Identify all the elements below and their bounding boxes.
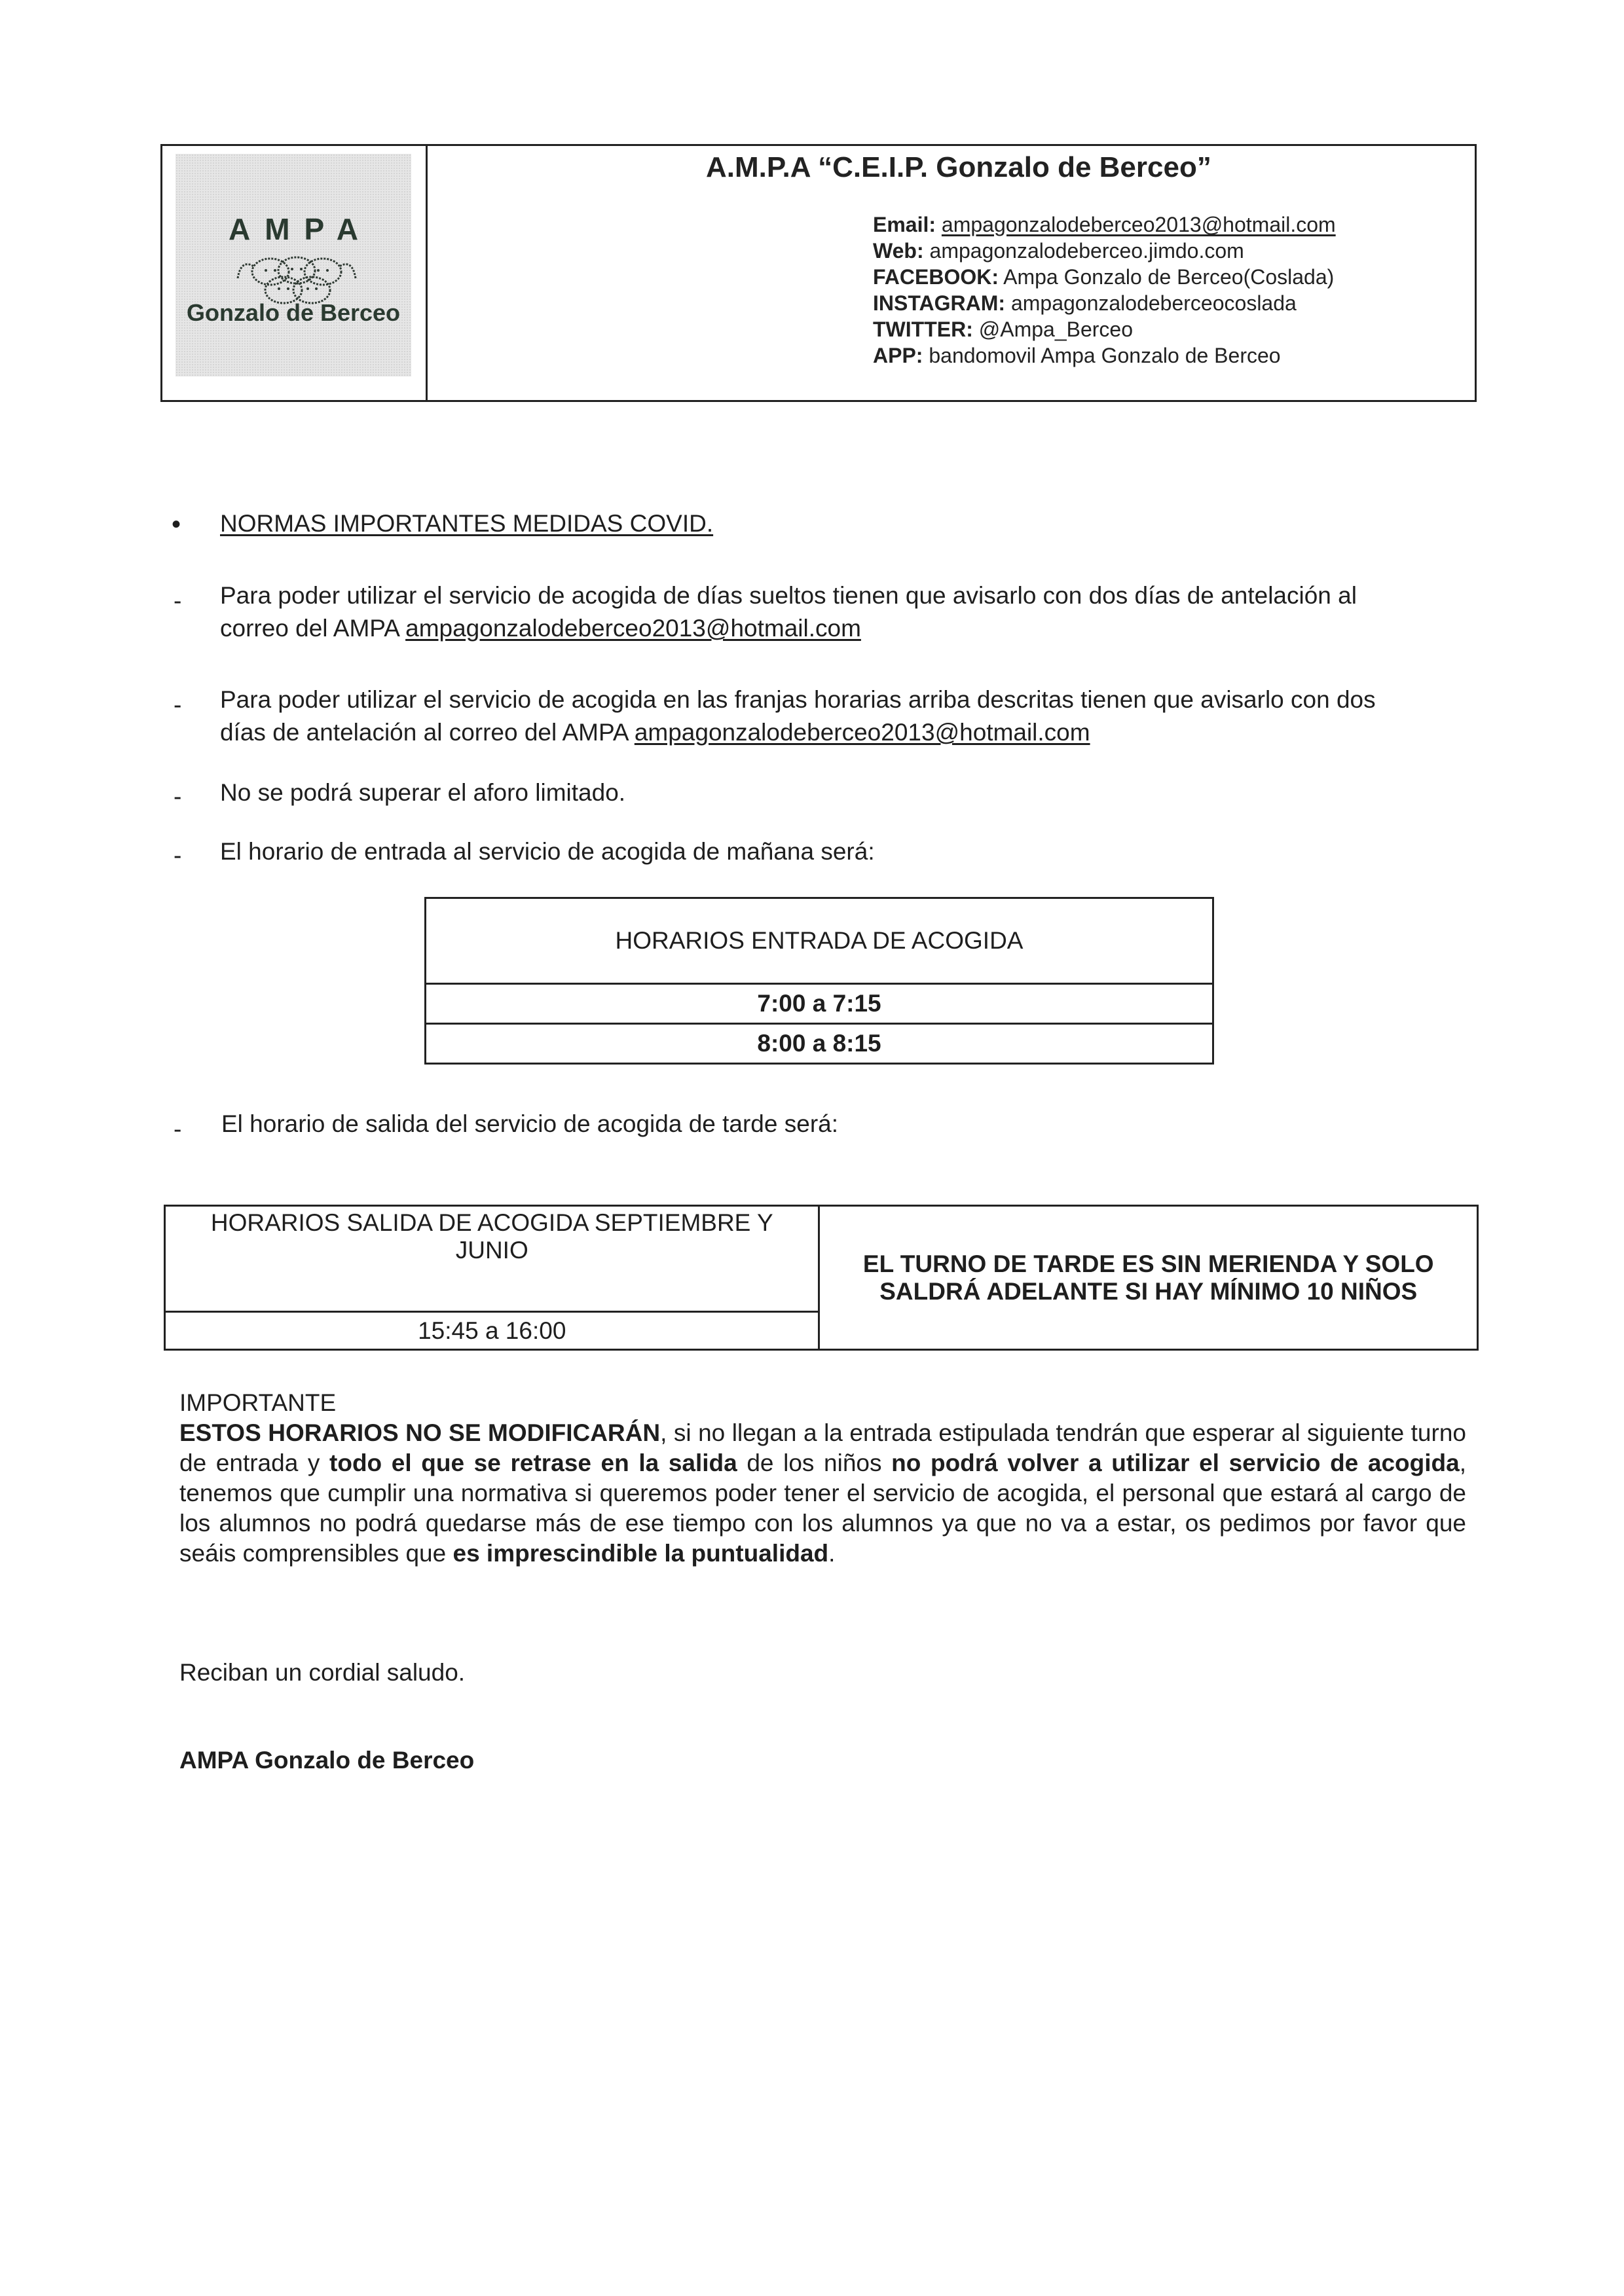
rule-text: correo del AMPA <box>220 615 406 642</box>
facebook-value: Ampa Gonzalo de Berceo(Coslada) <box>1003 265 1335 289</box>
contact-email <box>873 211 1336 238</box>
emphasis-text: todo el que se retrase en la salida <box>329 1449 737 1476</box>
body-text: de los niños <box>737 1449 892 1476</box>
rule-item-3: No se podrá superar el aforo limitado. <box>220 779 626 806</box>
entry-time-row: 7:00 a 7:15 <box>426 984 1213 1024</box>
app-value: bandomovil Ampa Gonzalo de Berceo <box>929 344 1281 367</box>
closing-greeting: Reciban un cordial saludo. <box>179 1659 466 1686</box>
logo-ampa-text: AMPA <box>228 212 373 246</box>
exit-note-line2: SALDRÁ ADELANTE SI HAY MÍNIMO 10 NIÑOS <box>879 1277 1418 1305</box>
email-link[interactable]: ampagonzalodeberceo2013@hotmail.com <box>634 719 1090 746</box>
rule-item-1 <box>220 579 1477 645</box>
emphasis-text: es imprescindible la puntualidad <box>452 1540 829 1567</box>
contact-web <box>873 238 1336 264</box>
exit-schedule-table <box>164 1205 1479 1351</box>
contact-facebook <box>873 264 1336 290</box>
body-text: . <box>828 1540 836 1567</box>
email-link[interactable]: ampagonzalodeberceo2013@hotmail.com <box>405 615 861 642</box>
twitter-value: @Ampa_Berceo <box>978 318 1133 341</box>
dash-marker: - <box>174 587 182 614</box>
rule-text: días de antelación al correo del AMPA <box>220 719 635 746</box>
instagram-value: ampagonzalodeberceocoslada <box>1010 291 1297 315</box>
entry-table-header: HORARIOS ENTRADA DE ACOGIDA <box>426 898 1213 984</box>
web-label: Web: <box>873 239 924 263</box>
contact-app <box>873 342 1336 369</box>
twitter-label: TWITTER: <box>873 318 973 341</box>
rule-item-2-line2 <box>220 716 1477 749</box>
logo-school-name: Gonzalo de Berceo <box>186 299 401 326</box>
children-faces-icon <box>234 252 359 304</box>
contact-cell <box>428 146 1475 400</box>
emphasis-text: ESTOS HORARIOS NO SE MODIFICARÁN <box>179 1419 661 1446</box>
email-label: Email: <box>873 213 936 236</box>
rule-item-2 <box>220 683 1477 749</box>
dash-marker: - <box>174 1116 182 1142</box>
entry-time-row: 8:00 a 8:15 <box>426 1024 1213 1064</box>
rule-item-1-line1: Para poder utilizar el servicio de acogida de días sueltos tienen que avisarlo con dos días de antelación al <box>220 582 1357 609</box>
email-link[interactable]: ampagonzalodeberceo2013@hotmail.com <box>941 213 1336 236</box>
page-title: A.M.P.A “C.E.I.P. Gonzalo de Berceo” <box>706 151 1211 183</box>
contact-list <box>873 211 1336 369</box>
exit-header-line1: HORARIOS SALIDA DE ACOGIDA SEPTIEMBRE Y <box>210 1209 773 1236</box>
exit-table-note <box>819 1206 1478 1350</box>
contact-twitter <box>873 316 1336 342</box>
exit-intro: El horario de salida del servicio de acogida de tarde será: <box>221 1110 839 1137</box>
web-link[interactable]: ampagonzalodeberceo.jimdo.com <box>929 239 1244 263</box>
facebook-label: FACEBOOK: <box>873 265 999 289</box>
dash-marker: - <box>174 691 182 718</box>
important-paragraph <box>179 1418 1466 1569</box>
emphasis-text: no podrá volver a utilizar el servicio de acogida <box>891 1449 1460 1476</box>
rule-item-2-line1: Para poder utilizar el servicio de acogida en las franjas horarias arriba descritas tienen que avisarlo con dos <box>220 686 1376 713</box>
app-label: APP: <box>873 344 923 367</box>
dash-marker: - <box>174 842 182 869</box>
rule-item-1-line2 <box>220 612 1477 645</box>
dash-marker: - <box>174 783 182 810</box>
signature: AMPA Gonzalo de Berceo <box>179 1747 475 1774</box>
important-label: IMPORTANTE <box>179 1389 337 1416</box>
rule-item-4: El horario de entrada al servicio de acogida de mañana será: <box>220 838 875 865</box>
exit-header-line2: JUNIO <box>455 1237 528 1264</box>
exit-time-row: 15:45 a 16:00 <box>165 1312 819 1350</box>
exit-table-header <box>165 1206 819 1312</box>
logo <box>175 154 411 376</box>
contact-instagram <box>873 290 1336 316</box>
entry-schedule-table <box>424 897 1214 1065</box>
instagram-label: INSTAGRAM: <box>873 291 1006 315</box>
body-text: , si no llegan a la entrada estipulada tendrán que esperar al siguiente turno de entrada y <box>179 1419 1466 1476</box>
section-heading: NORMAS IMPORTANTES MEDIDAS COVID. <box>220 510 714 537</box>
exit-note-line1: EL TURNO DE TARDE ES SIN MERIENDA Y SOLO <box>862 1250 1434 1277</box>
logo-cell <box>162 146 428 400</box>
letterhead <box>160 144 1477 402</box>
body-text: , tenemos que cumplir una normativa si queremos poder tener el servicio de acogida, el personal que estará al cargo de los alumnos no podrá quedarse más de ese tiempo con los alumnos ya que no va a estar, os pedimos por favor que seáis comprensibles que <box>179 1449 1466 1567</box>
bullet-icon: • <box>172 510 181 539</box>
